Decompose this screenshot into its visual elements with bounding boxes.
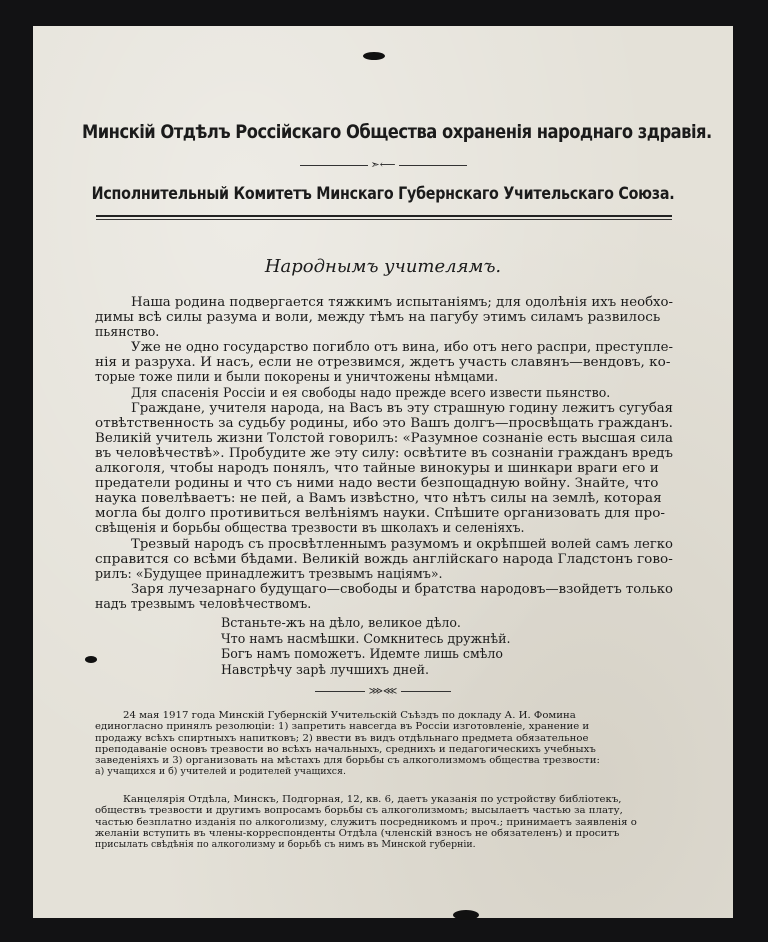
text-line: наука повелѣваетъ: не пей, а Вамъ извѣстно, что нѣтъ силы на землѣ, которая bbox=[95, 490, 662, 506]
text-line: могла бы долго противиться велѣнiямъ науки. Спѣшите организовать для про- bbox=[95, 505, 666, 521]
paper-damage-spot bbox=[453, 910, 479, 920]
paragraph bbox=[95, 339, 673, 384]
text-line: торые тоже пили и были покорены и уничтожены нѣмцами. bbox=[95, 369, 499, 385]
text-line: предатели родины и что съ ними надо вести безпощадную войну. Знайте, что bbox=[95, 475, 659, 491]
text-line: рилъ: «Будущее принадлежитъ трезвымъ нацiямъ». bbox=[95, 565, 443, 581]
poem-stanza bbox=[221, 615, 511, 677]
appeal-body bbox=[95, 294, 673, 611]
paragraph bbox=[95, 385, 673, 400]
paper-damage-spot bbox=[85, 656, 97, 663]
text-line: отвѣтственность за судьбу родины, ибо это Вашъ долгъ—просвѣщать гражданъ. bbox=[95, 414, 673, 430]
text-line: Заря лучезарнаго будущаго—свободы и братства народовъ—взойдетъ только bbox=[131, 580, 673, 596]
text-line: заведенiяхъ и 3) организовать на мѣстахъ для борьбы съ алкоголизмомъ общества трезвости: bbox=[95, 755, 600, 767]
text-line: свѣщенiя и борьбы общества трезвости въ школахъ и селенiяхъ. bbox=[95, 520, 525, 536]
ornament-glyph: ➣⟵ bbox=[370, 158, 396, 171]
paragraph bbox=[95, 294, 673, 339]
text-line: Уже не одно государство погибло отъ вина, ибо отъ него раcпри, преступле- bbox=[131, 339, 673, 355]
appeal-heading: Народнымъ учителямъ. bbox=[264, 256, 502, 277]
divider-ornament bbox=[33, 686, 733, 697]
paragraph bbox=[95, 400, 673, 536]
paragraph bbox=[95, 581, 673, 611]
resolution-note bbox=[95, 710, 673, 778]
text-line: частью безплатно изданiя по алкоголизму, служитъ посредникомъ и проч.; принимаетъ заявленiя о bbox=[95, 816, 637, 828]
text-line: Канцелярiя Отдѣла, Минскъ, Подгорная, 12, кв. 6, даетъ указанiя по устройству библiотекъ, bbox=[123, 794, 622, 805]
text-line: 24 мая 1917 года Минскiй Губернскiй Учительскiй Съѣздъ по докладу А. И. Фомина bbox=[123, 710, 576, 721]
poem-line: Навстрѣчу зарѣ лучшихъ дней. bbox=[221, 661, 429, 677]
text-line: справится со всѣми бѣдами. Великiй вождь англiйскаго народа Гладстонъ гово- bbox=[95, 550, 673, 566]
text-line: въ человѣчествѣ». Пробудите же эту силу: освѣтите въ сознанiи гражданъ вредъ bbox=[95, 444, 673, 460]
text-line: а) учащихся и б) учителей и родителей учащихся. bbox=[95, 766, 346, 778]
poem-line: Что намъ насмѣшки. Сомкнитесь дружнѣй. bbox=[221, 630, 511, 646]
text-line: единогласно принялъ резолюцiи: 1) запретить навсегда въ Россiи изготовленiе, хранение и bbox=[95, 721, 590, 733]
header-ornament bbox=[33, 159, 733, 171]
paper-damage-spot bbox=[363, 52, 385, 60]
text-line: Трезвый народъ съ просвѣтленнымъ разумомъ и окрѣпшей волей самъ легко bbox=[131, 535, 673, 551]
document-sheet bbox=[33, 26, 733, 918]
text-line: присылать свѣдѣнiя по алкоголизму и борьбѣ съ нимъ въ Минской губернiи. bbox=[95, 839, 476, 851]
ornament-glyph: ⋙⋘ bbox=[368, 686, 398, 697]
text-line: продажу всѣхъ спиртныхъ напитковъ; 2) ввести въ видъ отдѣльнаго предмета обязательное bbox=[95, 732, 589, 744]
paragraph bbox=[95, 536, 673, 581]
poem-line: Богъ намъ поможетъ. Идемте лишь смѣло bbox=[221, 646, 503, 662]
text-line: обществъ трезвости и другимъ вопросамъ борьбы съ алкоголизмомъ; высылаетъ частью за плату, bbox=[95, 805, 623, 817]
header-title-line1: Минскiй Отдѣлъ Россiйскаго Общества охраненiя народнаго здравiя. bbox=[82, 121, 712, 143]
text-line: желанiи вступить въ члены-корреспонденты Отдѣла (членскiй взносъ не обязателенъ) и проситъ bbox=[95, 827, 620, 839]
text-line: Граждане, учителя народа, на Васъ въ эту страшную годину лежитъ сугубая bbox=[131, 399, 673, 415]
text-line: алкоголя, чтобы народъ понялъ, что тайные винокуры и шинкари враги его и bbox=[95, 460, 659, 476]
text-line: нiя и разруха. И насъ, если не отрезвимся, ждетъ участь славянъ—вендовъ, ко- bbox=[95, 354, 671, 370]
header-title-line2: Исполнительный Комитетъ Минскаго Губернскаго Учительскаго Союза. bbox=[91, 184, 675, 204]
text-line: Для спасенiя Россiи и ея свободы надо прежде всего извести пьянство. bbox=[131, 384, 611, 400]
text-line: димы всѣ силы разума и воли, между тѣмъ на пагубу этимъ силамъ развилось bbox=[95, 309, 661, 325]
text-line: надъ трезвымъ человѣчествомъ. bbox=[95, 595, 312, 611]
poem-line: Встаньте-жъ на дѣло, великое дѣло. bbox=[221, 615, 461, 630]
text-line: Великiй учитель жизни Толстой говорилъ: «Разумное сознанiе есть высшая сила bbox=[95, 429, 673, 445]
header-rule-thin bbox=[96, 219, 672, 220]
text-line: пьянство. bbox=[95, 324, 160, 340]
text-line: преподаванiе основъ трезвости во всѣхъ начальныхъ, среднихъ и педагогическихъ учебныхъ bbox=[95, 743, 596, 755]
text-line: Наша родина подвергается тяжкимъ испытанiямъ; для одолѣнiя ихъ необхо- bbox=[131, 294, 674, 309]
office-note bbox=[95, 794, 673, 850]
header-rule-thick bbox=[96, 215, 672, 217]
